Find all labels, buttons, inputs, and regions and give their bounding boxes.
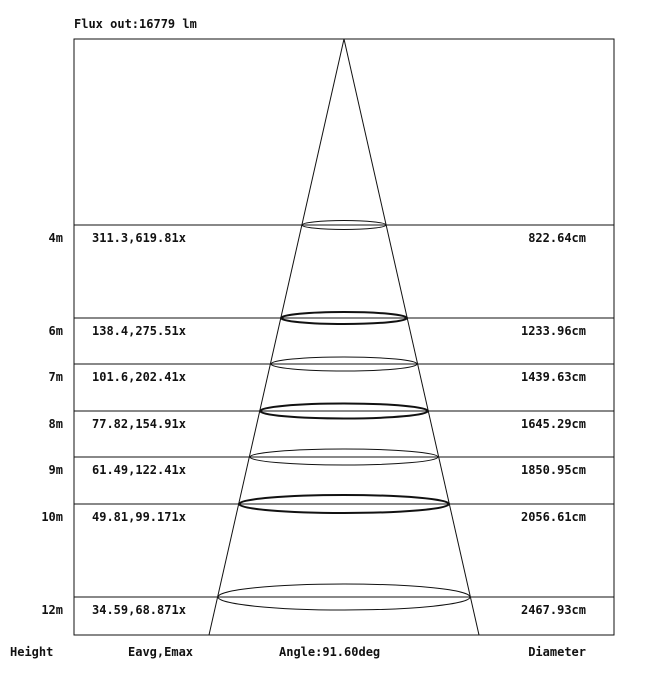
level-row-6m — [49, 312, 614, 338]
eavg-emax-column-label: Eavg,Emax — [128, 645, 194, 659]
diameter-value: 822.64cm — [528, 231, 586, 245]
illuminance-value: 138.4,275.51x — [92, 324, 186, 338]
diameter-value: 1850.95cm — [520, 463, 586, 477]
level-row-8m — [49, 404, 614, 432]
illuminance-value: 61.49,122.41x — [92, 463, 186, 477]
illuminance-value: 101.6,202.41x — [92, 370, 186, 384]
height-label: 9m — [48, 463, 63, 477]
level-row-12m — [41, 584, 614, 617]
level-row-7m — [49, 357, 614, 384]
illuminance-value: 77.82,154.91x — [92, 417, 186, 431]
diameter-value: 2467.93cm — [520, 603, 586, 617]
beam-cone-left-edge — [209, 39, 344, 635]
beam-angle-label: Angle:91.60deg — [279, 645, 381, 659]
height-column-label: Height — [10, 645, 54, 659]
illuminance-value: 34.59,68.871x — [92, 603, 186, 617]
height-label: 6m — [48, 324, 63, 338]
illuminance-value: 311.3,619.81x — [92, 231, 186, 245]
flux-title: Flux out:16779 lm — [74, 17, 197, 31]
diameter-value: 1439.63cm — [520, 370, 586, 384]
height-label: 12m — [41, 603, 63, 617]
diameter-value: 1233.96cm — [520, 324, 586, 338]
diameter-value: 2056.61cm — [520, 510, 586, 524]
beam-cone-right-edge — [344, 39, 479, 635]
height-label: 8m — [48, 417, 63, 431]
height-label: 10m — [41, 510, 63, 524]
height-label: 7m — [48, 370, 63, 384]
height-label: 4m — [48, 231, 63, 245]
level-row-4m — [49, 221, 614, 246]
level-row-9m — [49, 449, 614, 477]
level-row-10m — [41, 495, 614, 524]
diameter-value: 1645.29cm — [520, 417, 586, 431]
illuminance-value: 49.81,99.171x — [92, 510, 186, 524]
diameter-column-label: Diameter — [528, 645, 586, 659]
